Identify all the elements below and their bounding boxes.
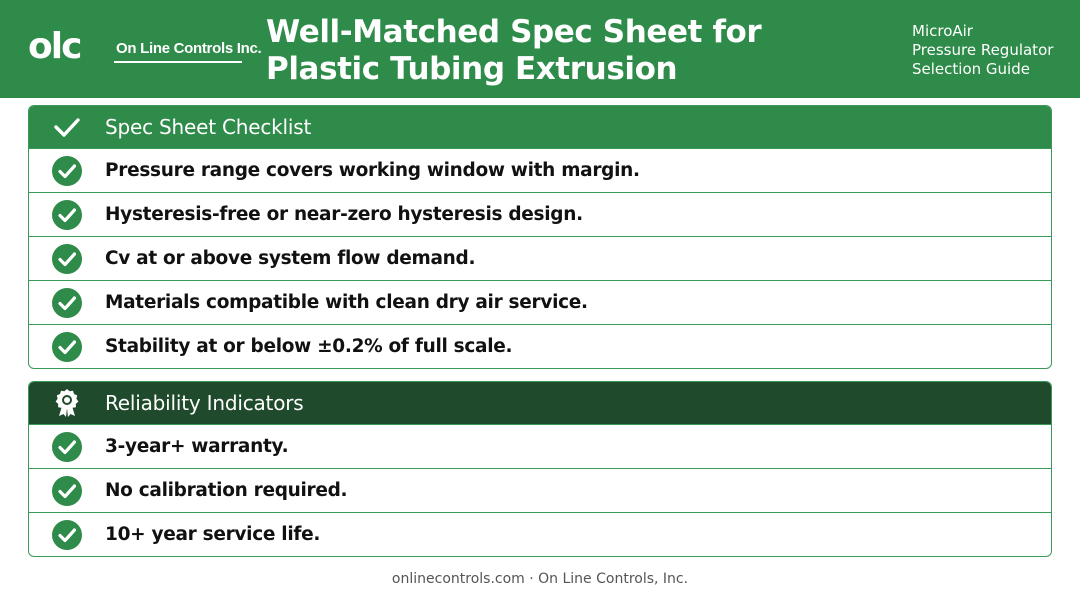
company-logo [28, 26, 262, 67]
check-circle-icon [29, 475, 105, 507]
check-circle-icon [29, 519, 105, 551]
check-circle-icon [29, 155, 105, 187]
reliability-card [28, 381, 1052, 557]
logo-mark: olc [28, 26, 81, 67]
check-circle-icon [29, 243, 105, 275]
list-item-text: Pressure range covers working window with margin. [105, 160, 640, 181]
list-item [29, 148, 1051, 192]
list-item [29, 324, 1051, 368]
guide-subtitle: MicroAir Pressure Regulator Selection Guide [912, 22, 1054, 78]
logo-company-name: On Line Controls Inc. [116, 40, 262, 57]
spec-checklist-card [28, 105, 1052, 369]
list-item-text: Hysteresis-free or near-zero hysteresis design. [105, 204, 583, 225]
list-item-text: Materials compatible with clean dry air service. [105, 292, 588, 313]
award-badge-icon [29, 388, 105, 418]
reliability-title: Reliability Indicators [105, 391, 304, 415]
checkmark-icon [29, 116, 105, 138]
list-item [29, 468, 1051, 512]
list-item [29, 512, 1051, 556]
list-item [29, 280, 1051, 324]
reliability-items [29, 424, 1051, 556]
check-circle-icon [29, 431, 105, 463]
page-title: Well-Matched Spec Sheet for Plastic Tubing Extrusion [266, 14, 762, 87]
list-item [29, 236, 1051, 280]
list-item [29, 424, 1051, 468]
check-circle-icon [29, 199, 105, 231]
check-circle-icon [29, 287, 105, 319]
list-item-text: Stability at or below ±0.2% of full scale. [105, 336, 513, 357]
footer-credit: onlinecontrols.com · On Line Controls, Inc. [391, 571, 689, 587]
check-circle-icon [29, 331, 105, 363]
checklist-items [29, 148, 1051, 368]
logo-underline [114, 61, 242, 63]
spec-checklist-header [29, 106, 1051, 148]
list-item-text: 3-year+ warranty. [105, 436, 289, 457]
reliability-header [29, 382, 1051, 424]
spec-checklist-title: Spec Sheet Checklist [105, 115, 312, 139]
list-item-text: No calibration required. [105, 480, 348, 501]
header-banner [0, 0, 1080, 98]
list-item-text: 10+ year service life. [105, 524, 321, 545]
list-item-text: Cv at or above system flow demand. [105, 248, 476, 269]
list-item [29, 192, 1051, 236]
